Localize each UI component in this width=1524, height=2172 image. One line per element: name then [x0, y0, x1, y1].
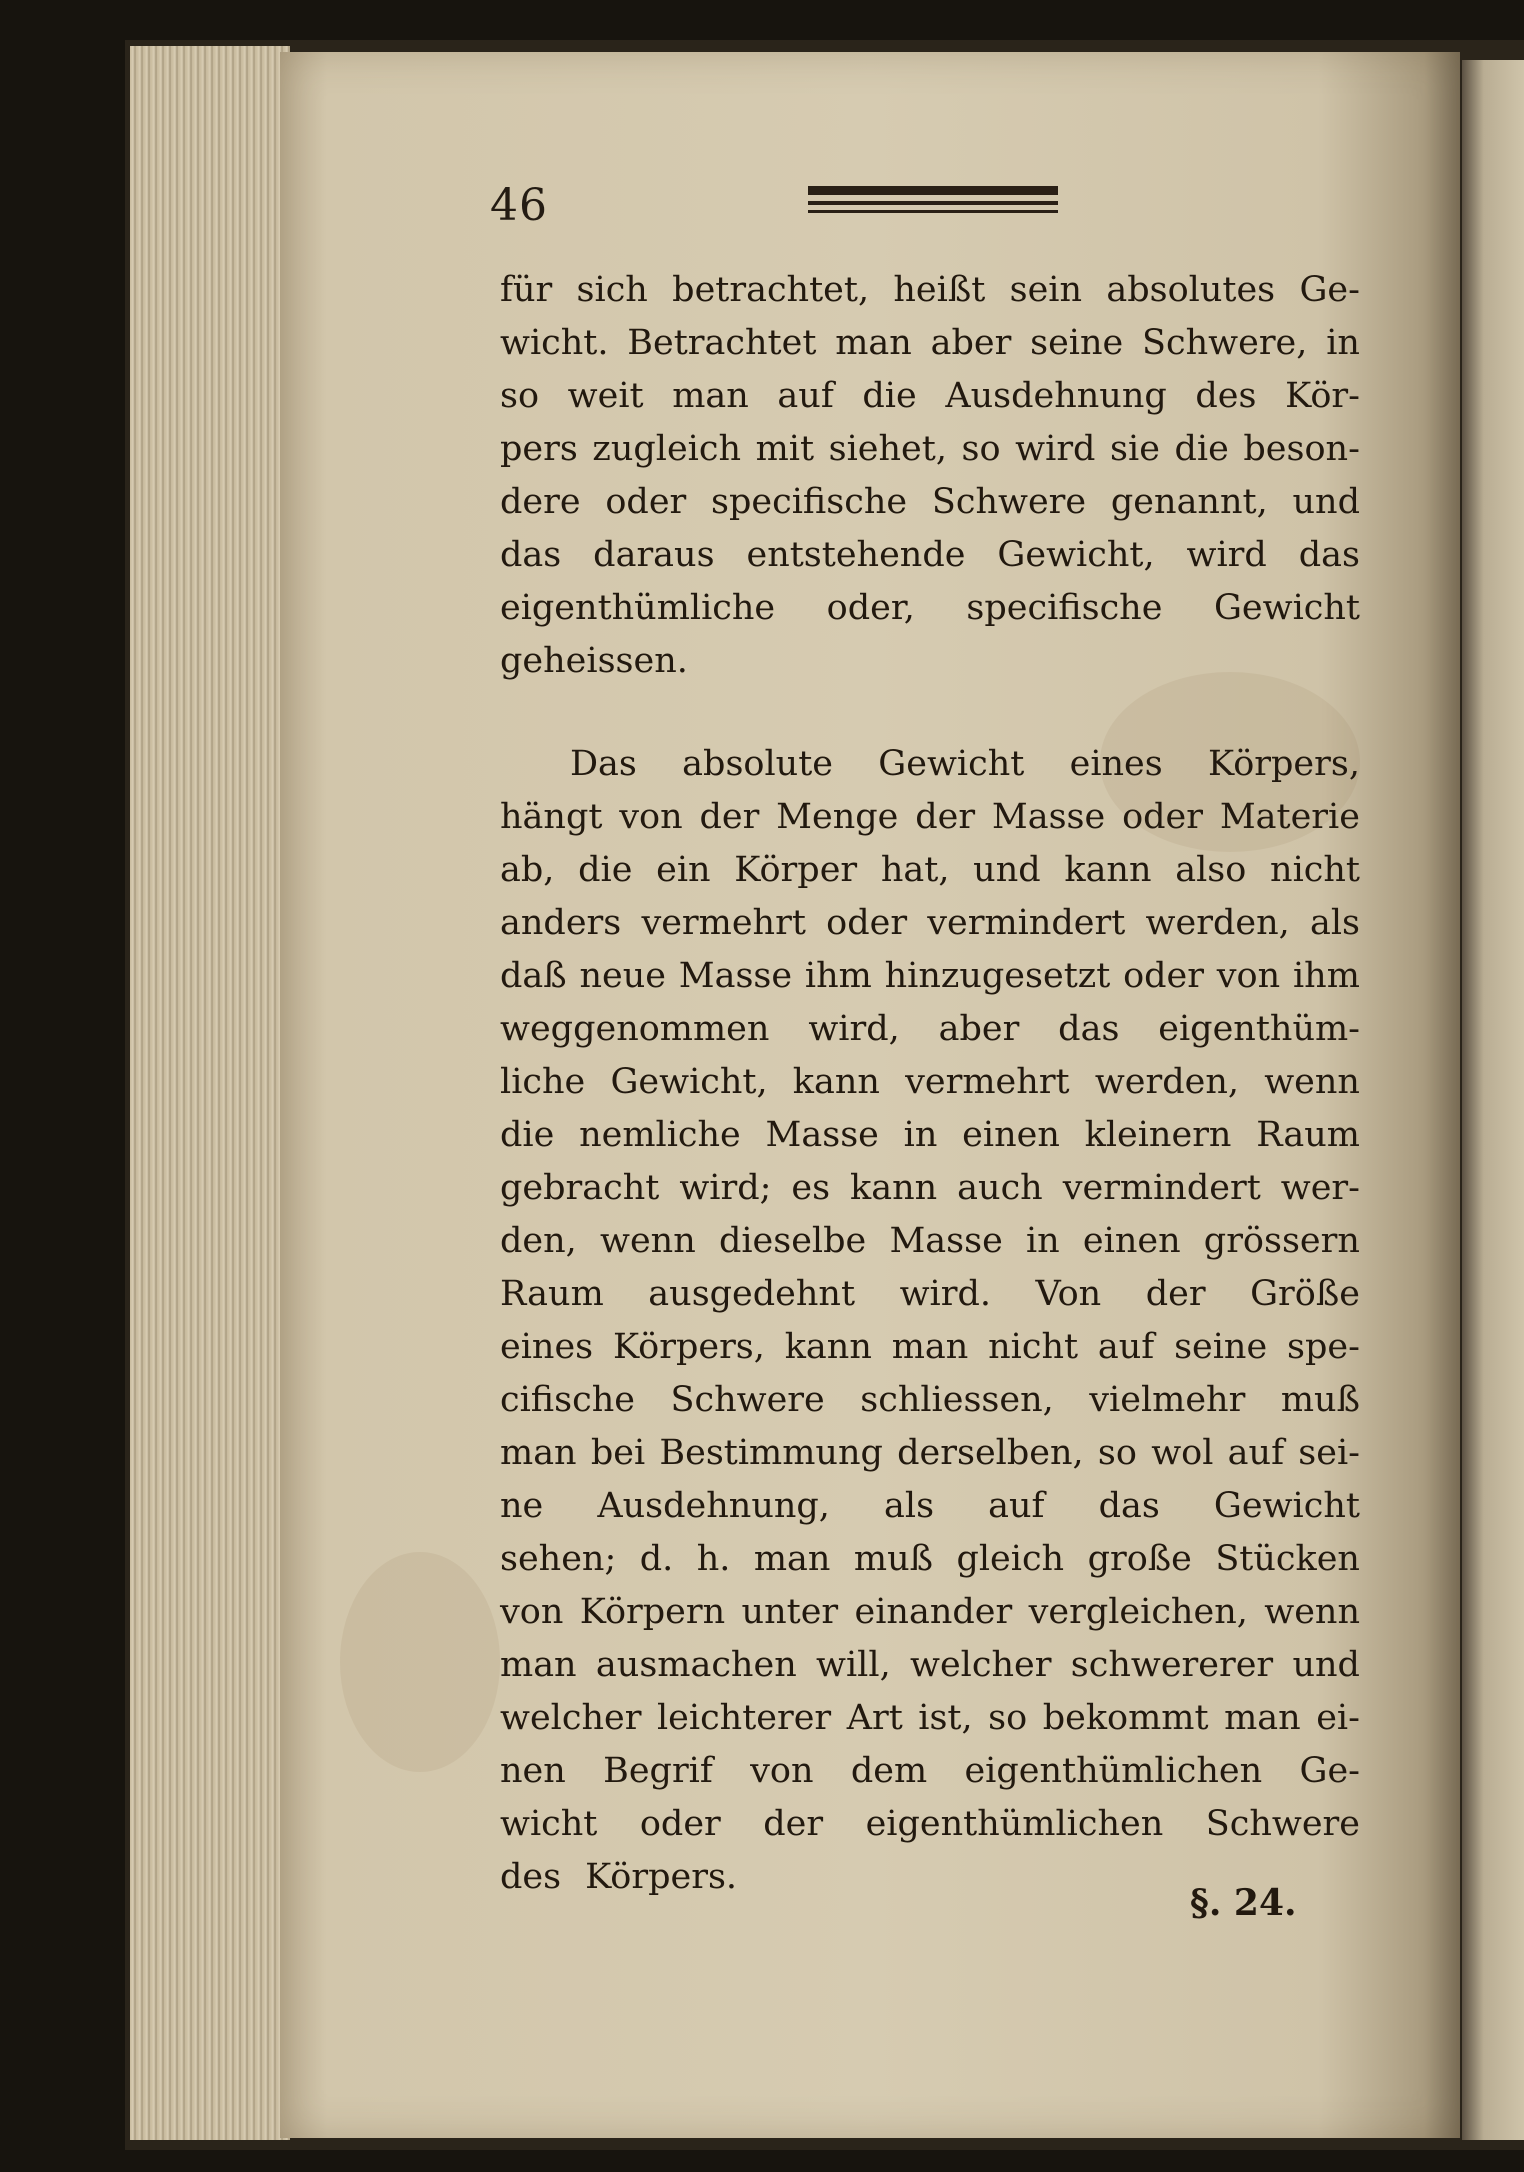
text-line: pers zugleich mit siehet, so wird sie die beson- — [500, 429, 1360, 469]
text-line: für sich betrachtet, heißt sein absolutes Ge- — [500, 270, 1360, 310]
text-line: hängt von der Menge der Masse oder Materie — [500, 797, 1360, 837]
catchword: §. 24. — [1190, 1882, 1297, 1924]
text-line: anders vermehrt oder vermindert werden, als — [500, 903, 1360, 943]
book-spine — [1462, 60, 1524, 2140]
text-line: sehen; d. h. man muß gleich große Stücken — [500, 1539, 1360, 1579]
text-line: von Körpern unter einander vergleichen, wenn — [500, 1592, 1360, 1632]
text-line: die nemliche Masse in einen kleinern Raum — [500, 1115, 1360, 1155]
text-line: liche Gewicht, kann vermehrt werden, wenn — [500, 1062, 1360, 1102]
text-line: Das absolute Gewicht eines Körpers, — [570, 744, 1360, 784]
paragraph-1 — [500, 264, 1360, 688]
text-line: des Körpers. — [500, 1857, 738, 1897]
paper-stain — [340, 1552, 500, 1772]
page-number: 46 — [490, 180, 548, 231]
text-line: cifische Schwere schliessen, vielmehr muß — [500, 1380, 1360, 1420]
text-line: eines Körpers, kann man nicht auf seine spe- — [500, 1327, 1360, 1367]
page-edges — [130, 46, 290, 2140]
text-line: das daraus entstehende Gewicht, wird das — [500, 535, 1360, 575]
text-line: man ausmachen will, welcher schwererer und — [500, 1645, 1360, 1685]
text-line: den, wenn dieselbe Masse in einen grössern — [500, 1221, 1360, 1261]
text-line: dere oder specifische Schwere genannt, und — [500, 482, 1360, 522]
text-line: daß neue Masse ihm hinzugesetzt oder von ihm — [500, 956, 1360, 996]
text-line: welcher leichterer Art ist, so bekommt man ei- — [500, 1698, 1360, 1738]
text-line: wicht oder der eigenthümlichen Schwere — [500, 1804, 1360, 1844]
text-line: eigenthümliche oder, specifische Gewicht — [500, 588, 1360, 628]
text-line: man bei Bestimmung derselben, so wol auf sei- — [500, 1433, 1360, 1473]
text-line: nen Begrif von dem eigenthümlichen Ge- — [500, 1751, 1360, 1791]
text-line: ab, die ein Körper hat, und kann also nicht — [500, 850, 1360, 890]
header-rule-ornament — [808, 186, 1058, 216]
text-line: so weit man auf die Ausdehnung des Kör- — [500, 376, 1360, 416]
text-line: Raum ausgedehnt wird. Von der Größe — [500, 1274, 1360, 1314]
text-line: weggenommen wird, aber das eigenthüm- — [500, 1009, 1360, 1049]
paragraph-2 — [500, 738, 1360, 1904]
text-line: ne Ausdehnung, als auf das Gewicht — [500, 1486, 1360, 1526]
text-line: gebracht wird; es kann auch vermindert wer- — [500, 1168, 1360, 1208]
text-line: wicht. Betrachtet man aber seine Schwere, in — [500, 323, 1360, 363]
text-line: geheissen. — [500, 641, 688, 681]
